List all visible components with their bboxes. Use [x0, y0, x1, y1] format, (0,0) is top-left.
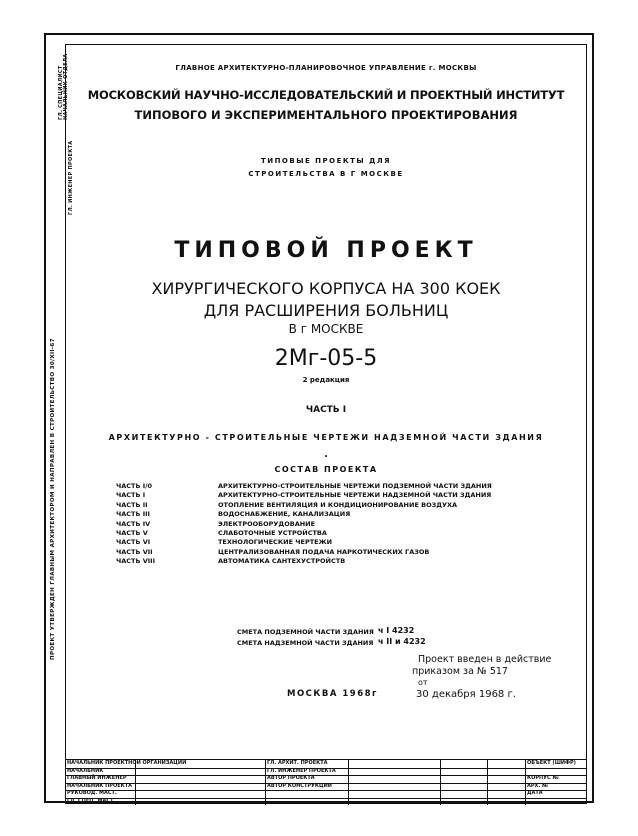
list-item [116, 510, 576, 519]
part-number: ЧАСТЬ III [116, 510, 150, 519]
stamp-cell: ОБЪЕКТ (ШИФР) [527, 760, 576, 766]
stamp-cell: ГЛАВНЫЙ ИНЖЕНЕР [67, 775, 127, 781]
part-number: ЧАСТЬ VI [116, 538, 151, 547]
list-item [116, 557, 576, 566]
list-item [116, 491, 576, 500]
list-item [116, 520, 576, 529]
estimate-underground-number: ч I 4232 [378, 626, 415, 635]
part-description: ТЕХНОЛОГИЧЕСКИЕ ЧЕРТЕЖИ [218, 538, 333, 547]
approval-line-3: от [418, 678, 428, 687]
stamp-cell: НАЧАЛЬНИК ПРОЕКТА [67, 782, 133, 789]
project-code: 2Мг-05-5 [274, 346, 378, 371]
composition-heading: СОСТАВ ПРОЕКТА [274, 465, 378, 474]
document-title: ТИПОВОЙ ПРОЕКТ [174, 238, 478, 263]
stamp-cell: КОРПУС № [527, 775, 559, 781]
estimate-underground-label: СМЕТА ПОДЗЕМНОЙ ЧАСТИ ЗДАНИЯ [237, 628, 374, 636]
stamp-cell: ГЛ. АРХИТ. ПРОЕКТА [267, 760, 328, 766]
part-number: ЧАСТЬ I [116, 491, 146, 500]
part-number: ЧАСТЬ IV [116, 519, 151, 528]
part-description: АРХИТЕКТУРНО-СТРОИТЕЛЬНЫЕ ЧЕРТЕЖИ НАДЗЕМНОЙ ЧАСТИ ЗДАНИЯ [218, 491, 492, 500]
series-line2: СТРОИТЕЛЬСТВА В Г МОСКВЕ [248, 170, 404, 178]
series-line1: ТИПОВЫЕ ПРОЕКТЫ ДЛЯ [260, 157, 392, 165]
estimate-aboveground-number: ч II и 4232 [378, 637, 426, 646]
institute-name-line2: ТИПОВОГО И ЭКСПЕРИМЕНТАЛЬНОГО ПРОЕКТИРОВАНИЯ [134, 108, 518, 122]
project-subtitle-1: ХИРУРГИЧЕСКОГО КОРПУСА НА 300 КОЕК [151, 279, 501, 298]
part-description: АВТОМАТИКА САНТЕХУСТРОЙСТВ [218, 557, 346, 566]
part-description: СЛАБОТОЧНЫЕ УСТРОЙСТВА [218, 528, 327, 537]
part-title: АРХИТЕКТУРНО - СТРОИТЕЛЬНЫЕ ЧЕРТЕЖИ НАДЗЕМНОЙ ЧАСТИ ЗДАНИЯ [108, 433, 544, 442]
edition-label: 2 редакция [302, 376, 350, 384]
margin-approval-note: ПРОЕКТ УТВЕРЖДЕН ГЛАВНЫМ АРХИТЕКТОРОМ И НАПРАВЛЕН В СТРОИТЕЛЬСТВО 30/XII-67 [50, 338, 56, 660]
part-label: ЧАСТЬ I [305, 405, 347, 415]
list-item [116, 529, 576, 538]
separator-dot: . [324, 449, 328, 460]
margin-signature-3: ГЛ. ИНЖЕНЕР ПРОЕКТА [68, 140, 74, 215]
stamp-cell: АВТОР ПРОЕКТА [267, 775, 315, 781]
stamp-cell: АВТОР КОНСТРУКЦИИ [267, 782, 332, 789]
part-number: ЧАСТЬ VII [116, 547, 153, 556]
list-item [116, 482, 576, 491]
margin-signature-2: НАЧАЛЬНИК ОТДЕЛА [63, 53, 69, 120]
list-item [116, 501, 576, 510]
part-description: АРХИТЕКТУРНО-СТРОИТЕЛЬНЫЕ ЧЕРТЕЖИ ПОДЗЕМНОЙ ЧАСТИ ЗДАНИЯ [218, 482, 492, 490]
part-number: ЧАСТЬ V [116, 528, 148, 537]
list-item [116, 538, 576, 547]
part-description: ВОДОСНАБЖЕНИЕ, КАНАЛИЗАЦИЯ [218, 510, 351, 519]
stamp-cell: ГЛ. ИНЖЕНЕР ПРОЕКТА [267, 767, 336, 774]
project-subtitle-3: В г МОСКВЕ [288, 322, 364, 336]
stamp-cell: ГЛ. СПЕЦ. МАСТ. [67, 797, 116, 804]
approval-line-4: 30 декабря 1968 г. [416, 689, 516, 700]
margin-signature-1: ГЛ. СПЕЦИАЛИСТ [58, 65, 64, 120]
stamp-cell: РУКОВОД. МАСТ. [67, 790, 117, 796]
estimate-aboveground-label: СМЕТА НАДЗЕМНОЙ ЧАСТИ ЗДАНИЯ [237, 639, 374, 647]
part-number: ЧАСТЬ II [116, 500, 148, 509]
part-description: ОТОПЛЕНИЕ ВЕНТИЛЯЦИЯ И КОНДИЦИОНИРОВАНИЕ ВОЗДУХА [218, 500, 458, 509]
title-block [65, 759, 587, 805]
stamp-cell: НАЧАЛЬНИК [67, 767, 104, 774]
composition-list [116, 482, 576, 567]
part-number: ЧАСТЬ VIII [116, 557, 155, 566]
project-subtitle-2: ДЛЯ РАСШИРЕНИЯ БОЛЬНИЦ [203, 301, 449, 320]
city-year: МОСКВА 1968г [287, 689, 378, 699]
stamp-cell: АРХ. № [527, 782, 549, 789]
ministry-line: ГЛАВНОЕ АРХИТЕКТУРНО-ПЛАНИРОВОЧНОЕ УПРАВЛЕНИЕ г. МОСКВЫ [175, 64, 477, 72]
institute-name-line1: МОСКОВСКИЙ НАУЧНО-ИССЛЕДОВАТЕЛЬСКИЙ И ПРОЕКТНЫЙ ИНСТИТУТ [87, 88, 565, 102]
approval-line-2: приказом за № 517 [412, 666, 508, 677]
list-item [116, 548, 576, 557]
stamp-cell: НАЧАЛЬНИК ПРОЕКТНОЙ ОРГАНИЗАЦИИ [67, 760, 187, 766]
approval-line-1: Проект введен в действие [418, 654, 552, 665]
part-number: ЧАСТЬ I/0 [116, 482, 153, 490]
part-description: ЭЛЕКТРООБОРУДОВАНИЕ [218, 519, 316, 528]
part-description: ЦЕНТРАЛИЗОВАННАЯ ПОДАЧА НАРКОТИЧЕСКИХ ГАЗОВ [218, 547, 430, 556]
stamp-cell: ДАТА [527, 790, 543, 796]
